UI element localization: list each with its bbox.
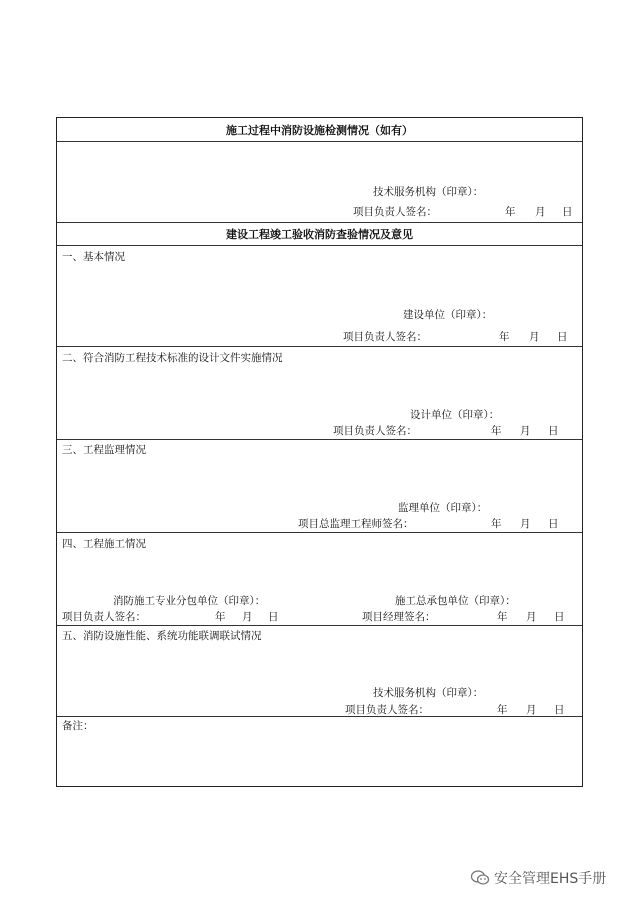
linkage-org-label: 技术服务机构（印章）：: [373, 687, 484, 699]
general-contractor-sign-label: 项目经理签名：: [362, 611, 436, 623]
divider: [57, 141, 582, 142]
acceptance-form: [56, 117, 583, 787]
basic-heading: 一、基本情况: [62, 251, 125, 263]
design-heading: 二、符合消防工程技术标准的设计文件实施情况: [62, 352, 283, 364]
subcontractor-sign-label: 项目负责人签名：: [62, 611, 146, 623]
linkage-month: 月: [526, 704, 537, 716]
supervision-heading: 三、工程监理情况: [62, 444, 146, 456]
subcontractor-year: 年: [215, 611, 226, 623]
design-org-label: 设计单位（印章）：: [410, 409, 500, 421]
watermark-text: 安全管理EHS手册: [494, 871, 607, 887]
general-contractor-day: 日: [554, 611, 565, 623]
section2-title: 建设工程竣工验收消防查验情况及意见: [226, 228, 413, 241]
basic-day: 日: [557, 331, 568, 343]
divider: [57, 245, 582, 246]
subcontractor-day: 日: [268, 611, 279, 623]
basic-year: 年: [499, 331, 510, 343]
wechat-icon: [470, 869, 490, 887]
design-sign-label: 项目负责人签名：: [333, 425, 417, 437]
design-month: 月: [520, 425, 531, 437]
section1-day: 日: [562, 206, 573, 218]
section1-title: 施工过程中消防设施检测情况（如有）: [226, 124, 413, 137]
basic-org-label: 建设单位（印章）：: [403, 309, 493, 321]
divider: [57, 716, 582, 717]
divider: [57, 532, 582, 533]
basic-month: 月: [529, 331, 540, 343]
supervision-org-label: 监理单位（印章）：: [398, 502, 488, 514]
general-contractor-month: 月: [526, 611, 537, 623]
section1-org-label: 技术服务机构（印章）：: [373, 186, 484, 198]
linkage-sign-label: 项目负责人签名：: [345, 704, 429, 716]
remarks-label: 备注：: [62, 720, 94, 732]
divider: [57, 222, 582, 223]
section1-year: 年: [505, 206, 516, 218]
supervision-year: 年: [491, 518, 502, 530]
supervision-sign-label: 项目总监理工程师签名：: [298, 518, 414, 530]
linkage-year: 年: [497, 704, 508, 716]
wechat-watermark: [470, 866, 606, 890]
linkage-heading: 五、消防设施性能、系统功能联调联试情况: [62, 630, 262, 642]
divider: [57, 439, 582, 440]
supervision-day: 日: [548, 518, 559, 530]
section1-month: 月: [535, 206, 546, 218]
linkage-day: 日: [554, 704, 565, 716]
divider: [57, 346, 582, 347]
subcontractor-month: 月: [242, 611, 253, 623]
design-day: 日: [548, 425, 559, 437]
divider: [57, 625, 582, 626]
section1-sign-label: 项目负责人签名：: [353, 206, 437, 218]
supervision-month: 月: [520, 518, 531, 530]
design-year: 年: [491, 425, 502, 437]
subcontractor-org-label: 消防施工专业分包单位（印章）：: [113, 595, 266, 607]
basic-sign-label: 项目负责人签名：: [343, 331, 427, 343]
construction-heading: 四、工程施工情况: [62, 538, 146, 550]
general-contractor-org-label: 施工总承包单位（印章）：: [395, 595, 516, 607]
general-contractor-year: 年: [497, 611, 508, 623]
